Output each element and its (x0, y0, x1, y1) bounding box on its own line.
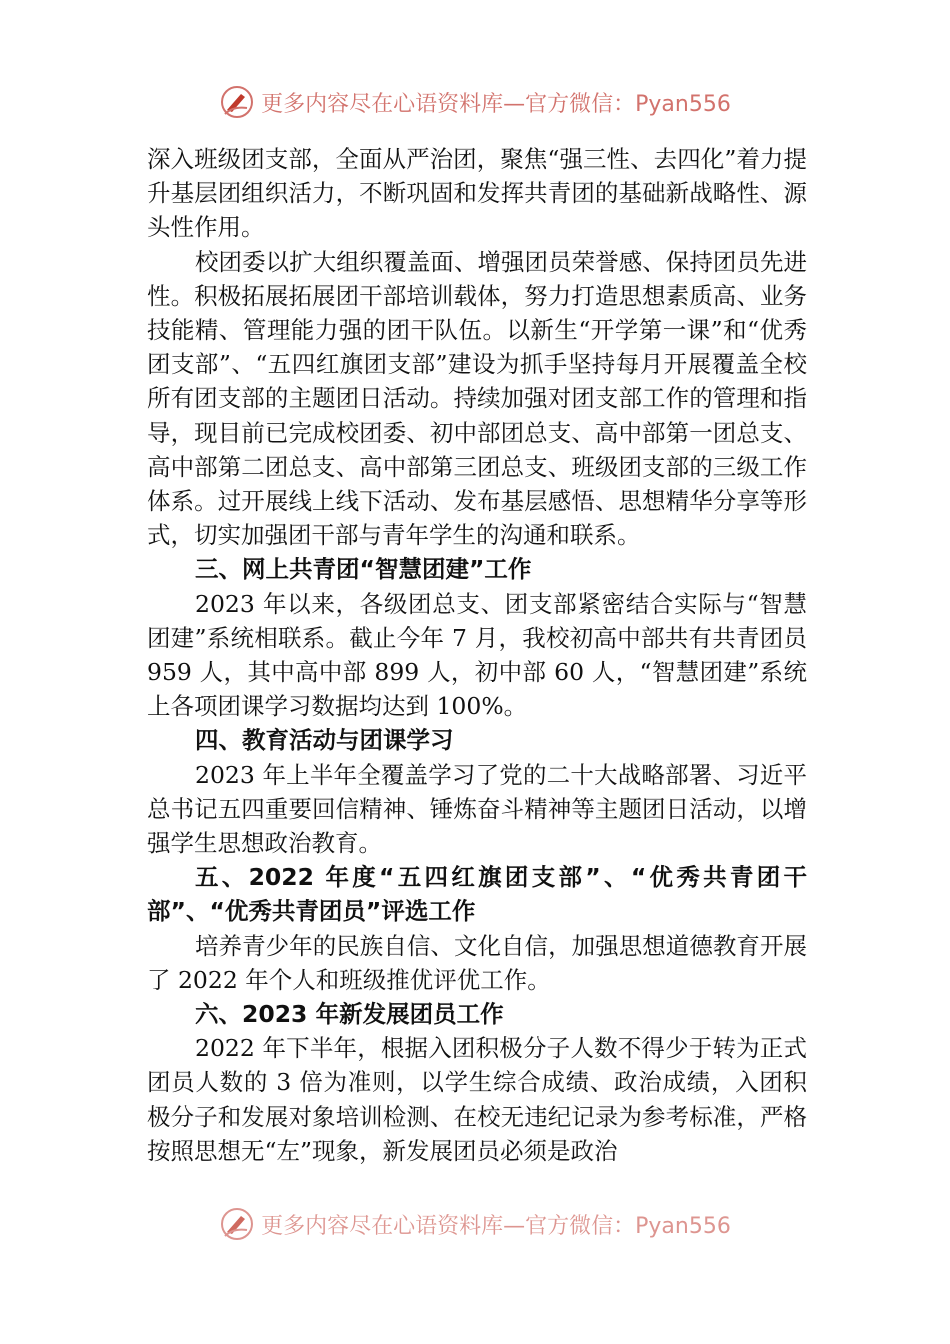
document-body (147, 142, 807, 1212)
watermark-text: 更多内容尽在心语资料库—官方微信：Pyan556 (261, 91, 731, 117)
watermark-text: 更多内容尽在心语资料库—官方微信：Pyan556 (261, 1213, 731, 1239)
hand-pen-logo-icon (219, 1206, 255, 1242)
paragraph: 2023 年以来，各级团总支、团支部紧密结合实际与“智慧团建”系统相联系。截止今年 7 月，我校初高中部共有共青团员 959 人，其中高中部 899 人，初中部 60 人，“智慧团建”系统上各项团课学习数据均达到 100%。 (147, 589, 807, 721)
paragraph: 培养青少年的民族自信、文化自信，加强思想道德教育开展了 2022 年个人和班级推优评优工作。 (147, 931, 807, 994)
paragraph: 2022 年下半年，根据入团积极分子人数不得少于转为正式团员人数的 3 倍为准则，以学生综合成绩、政治成绩，入团积极分子和发展对象培训检测、在校无违纪记录为参考标准，严格按照思想无“左”现象，新发展团员必须是政治 (147, 1034, 807, 1165)
watermark-footer (0, 1204, 950, 1244)
paragraph: 校团委以扩大组织覆盖面、增强团员荣誉感、保持团员先进性。积极拓展拓展团干部培训载体，努力打造思想素质高、业务技能精、管理能力强的团干队伍。以新生“开学第一课”和“优秀团支部”、“五四红旗团支部”建设为抓手坚持每月开展覆盖全校所有团支部的主题团日活动。持续加强对团支部工作的管理和指导，现目前已完成校团委、初中部团总支、高中部第一团总支、高中部第二团总支、高中部第三团总支、班级团支部的三级工作体系。过开展线上线下活动、发布基层感悟、思想精华分享等形式，切实加强团干部与青年学生的沟通和联系。 (147, 247, 807, 550)
section-heading: 六、2023 年新发展团员工作 (195, 1000, 504, 1029)
paragraph: 深入班级团支部，全面从严治团，聚焦“强三性、去四化”着力提升基层团组织活力，不断巩固和发挥共青团的基础新战略性、源头性作用。 (147, 145, 807, 242)
hand-pen-logo-icon (219, 84, 255, 120)
section-heading: 三、网上共青团“智慧团建”工作 (195, 555, 532, 584)
section-heading: 五、2022 年度“五四红旗团支部”、“优秀共青团干部”、“优秀共青团员”评选工作 (147, 863, 807, 926)
watermark-header (0, 82, 950, 122)
paragraph: 2023 年上半年全覆盖学习了党的二十大战略部署、习近平总书记五四重要回信精神、锤炼奋斗精神等主题团日活动，以增强学生思想政治教育。 (147, 760, 807, 858)
section-heading: 四、教育活动与团课学习 (195, 726, 454, 755)
